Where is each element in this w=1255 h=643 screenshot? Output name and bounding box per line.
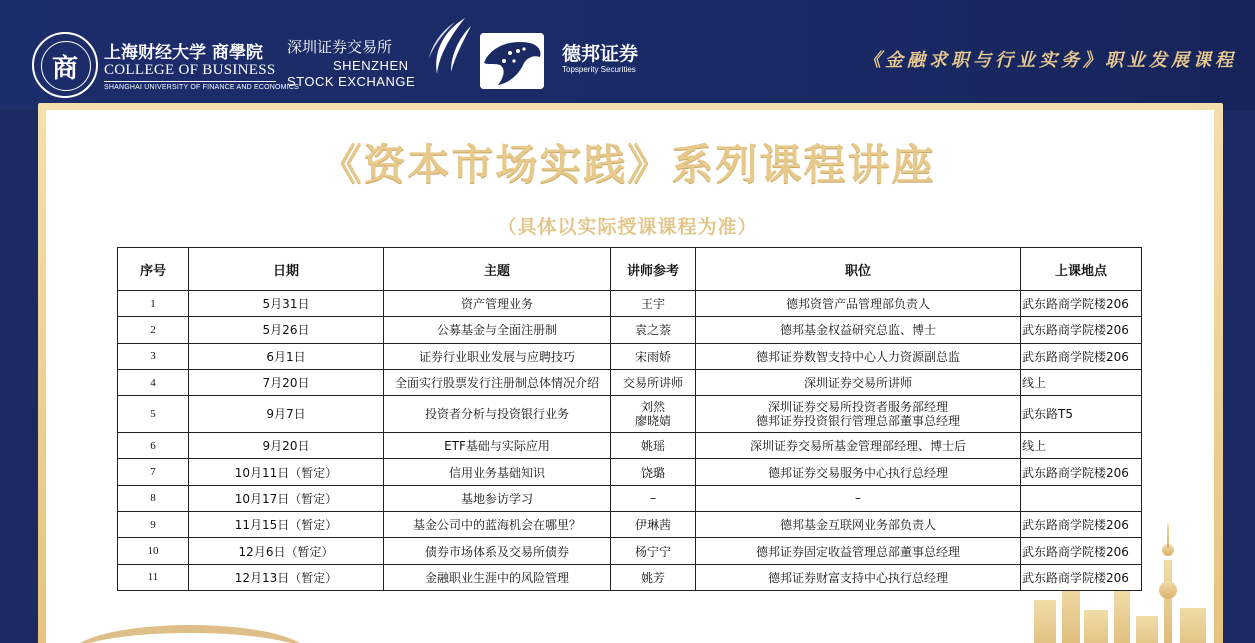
table-row [118,343,1142,369]
cell-date: 6月1日 [189,343,384,369]
cell-location: 武东路商学院楼206 [1021,538,1142,564]
cell-lecturer [611,564,696,590]
table-row [118,459,1142,485]
cell-lecturer [611,433,696,459]
cell-date: 12月13日（暂定） [189,564,384,590]
poster-title: 《资本市场实践》系列课程讲座 [319,140,936,189]
table-row [118,291,1142,317]
cell-position [696,291,1021,317]
topsperity-name-cn: 德邦证券 [562,43,639,65]
cell-lecturer-line: 袁之萘 [634,323,671,338]
poster-subtitle: （具体以实际授课课程为准） [497,216,758,238]
cell-lecturer-line: 姚瑶 [640,439,665,454]
program-title: 《金融求职与行业实务》职业发展课程 [863,50,1237,71]
cell-topic: 信用业务基础知识 [384,459,611,485]
cell-position-line: 德邦证券固定收益管理总部董事总经理 [755,544,960,559]
cell-position [696,396,1021,433]
cell-position [696,564,1021,590]
cell-date: 9月7日 [189,396,384,433]
cell-lecturer [611,538,696,564]
cell-position-line: 德邦基金权益研究总监、博士 [779,323,936,338]
sufe-subtitle-en: SHANGHAI UNIVERSITY OF FINANCE AND ECONOMICS [104,84,299,91]
seal-glyph: 商 [51,54,78,84]
sufe-logo [32,32,299,102]
cell-date: 11月15日（暂定） [189,512,384,538]
table-row [118,512,1142,538]
cell-lecturer-line: 伊琳茜 [634,518,671,533]
cell-no: 8 [118,485,189,511]
cell-no: 5 [118,396,189,433]
col-header-lecturer: 讲师参考 [611,248,696,291]
szse-logo [287,36,467,96]
cell-no: 11 [118,564,189,590]
cell-no: 1 [118,291,189,317]
cell-position [696,512,1021,538]
cell-lecturer [611,485,696,511]
cell-position-line: 德邦证券投资银行管理总部董事总经理 [755,414,960,429]
cell-date: 10月11日（暂定） [189,459,384,485]
cell-date: 5月26日 [189,317,384,343]
cell-position-line: 德邦基金互联网业务部负责人 [779,518,936,533]
cell-topic: 债券市场体系及交易所债券 [384,538,611,564]
table-row [118,433,1142,459]
cell-location: 武东路商学院楼206 [1021,291,1142,317]
cell-lecturer [611,459,696,485]
cell-lecturer-line: 饶璐 [640,465,665,480]
cell-position-line: 深圳证券交易所投资者服务部经理 [767,400,948,415]
cell-lecturer-line: 交易所讲师 [622,376,683,391]
cell-no: 9 [118,512,189,538]
table-row [118,485,1142,511]
cell-location: 武东路商学院楼206 [1021,564,1142,590]
cell-lecturer-line: 王宇 [640,297,665,312]
cell-position [696,343,1021,369]
university-seal-icon [32,32,98,98]
cell-topic: 基金公司中的蓝海机会在哪里？ [384,512,611,538]
course-schedule-table [117,247,1142,591]
cell-position [696,369,1021,395]
cell-position-line: – [855,491,861,506]
cell-position-line: 德邦资管产品管理部负责人 [785,297,930,312]
table-row [118,564,1142,590]
cell-position-line: 深圳证券交易所基金管理部经理、博士后 [749,439,966,454]
cell-no: 6 [118,433,189,459]
cell-no: 7 [118,459,189,485]
cell-lecturer-line: – [650,491,656,506]
cell-topic: 投资者分析与投资银行业务 [384,396,611,433]
cell-position-line: 德邦证券财富支持中心执行总经理 [767,570,948,585]
cell-date: 9月20日 [189,433,384,459]
topsperity-logo [480,33,670,91]
cell-topic: 金融职业生涯中的风险管理 [384,564,611,590]
cell-topic: 证券行业职业发展与应聘技巧 [384,343,611,369]
cell-topic: 全面实行股票发行注册制总体情况介绍 [384,369,611,395]
col-header-no: 序号 [118,248,189,291]
cell-lecturer [611,369,696,395]
cell-topic: 基地参访学习 [384,485,611,511]
cell-position [696,317,1021,343]
header-banner [0,0,1255,110]
table-header-row [118,248,1142,291]
cell-date: 5月31日 [189,291,384,317]
table-row [118,369,1142,395]
cell-no: 4 [118,369,189,395]
cell-topic: 资产管理业务 [384,291,611,317]
cell-location: 武东路T5 [1021,396,1142,433]
cell-date: 7月20日 [189,369,384,395]
cell-lecturer-line: 刘然 [640,400,665,415]
cell-topic: ETF基础与实际应用 [384,433,611,459]
cell-position-line: 德邦证券数智支持中心人力资源副总监 [755,349,960,364]
cell-position [696,538,1021,564]
col-header-location: 上课地点 [1021,248,1142,291]
cell-topic: 公募基金与全面注册制 [384,317,611,343]
leopard-icon [480,33,544,89]
cell-lecturer [611,396,696,433]
cell-lecturer-line: 廖晓婧 [634,414,671,429]
cell-no: 10 [118,538,189,564]
sufe-name-en: COLLEGE OF BUSINESS [104,62,276,82]
cell-position-line: 德邦证券交易服务中心执行总经理 [767,465,948,480]
szse-leaf-icon [425,16,475,80]
sufe-name-cn: 上海财经大学 商學院 [104,43,263,63]
cell-location: 线上 [1021,369,1142,395]
col-header-date: 日期 [189,248,384,291]
table-row [118,538,1142,564]
cell-lecturer [611,291,696,317]
cell-location: 武东路商学院楼206 [1021,343,1142,369]
cell-position [696,433,1021,459]
cell-lecturer [611,317,696,343]
table-row [118,396,1142,433]
cell-location: 武东路商学院楼206 [1021,512,1142,538]
cell-location: 武东路商学院楼206 [1021,317,1142,343]
szse-name-en-2: STOCK EXCHANGE [287,74,416,89]
cell-position [696,459,1021,485]
col-header-topic: 主题 [384,248,611,291]
cell-location: 武东路商学院楼206 [1021,459,1142,485]
cell-position-line: 深圳证券交易所讲师 [803,376,912,391]
cell-date: 10月17日（暂定） [189,485,384,511]
cell-no: 2 [118,317,189,343]
cell-lecturer-line: 姚芳 [640,570,665,585]
cell-lecturer [611,512,696,538]
cell-location [1021,485,1142,511]
cell-lecturer-line: 杨宁宁 [634,544,671,559]
col-header-position: 职位 [696,248,1021,291]
cell-no: 3 [118,343,189,369]
cell-lecturer [611,343,696,369]
cell-lecturer-line: 宋雨娇 [634,349,671,364]
cell-location: 线上 [1021,433,1142,459]
table-row [118,317,1142,343]
cell-date: 12月6日（暂定） [189,538,384,564]
topsperity-name-en: Topsperity Securities [562,65,636,74]
cell-position [696,485,1021,511]
szse-name-en-1: SHENZHEN [333,58,409,73]
szse-name-cn: 深圳证券交易所 [287,38,393,56]
